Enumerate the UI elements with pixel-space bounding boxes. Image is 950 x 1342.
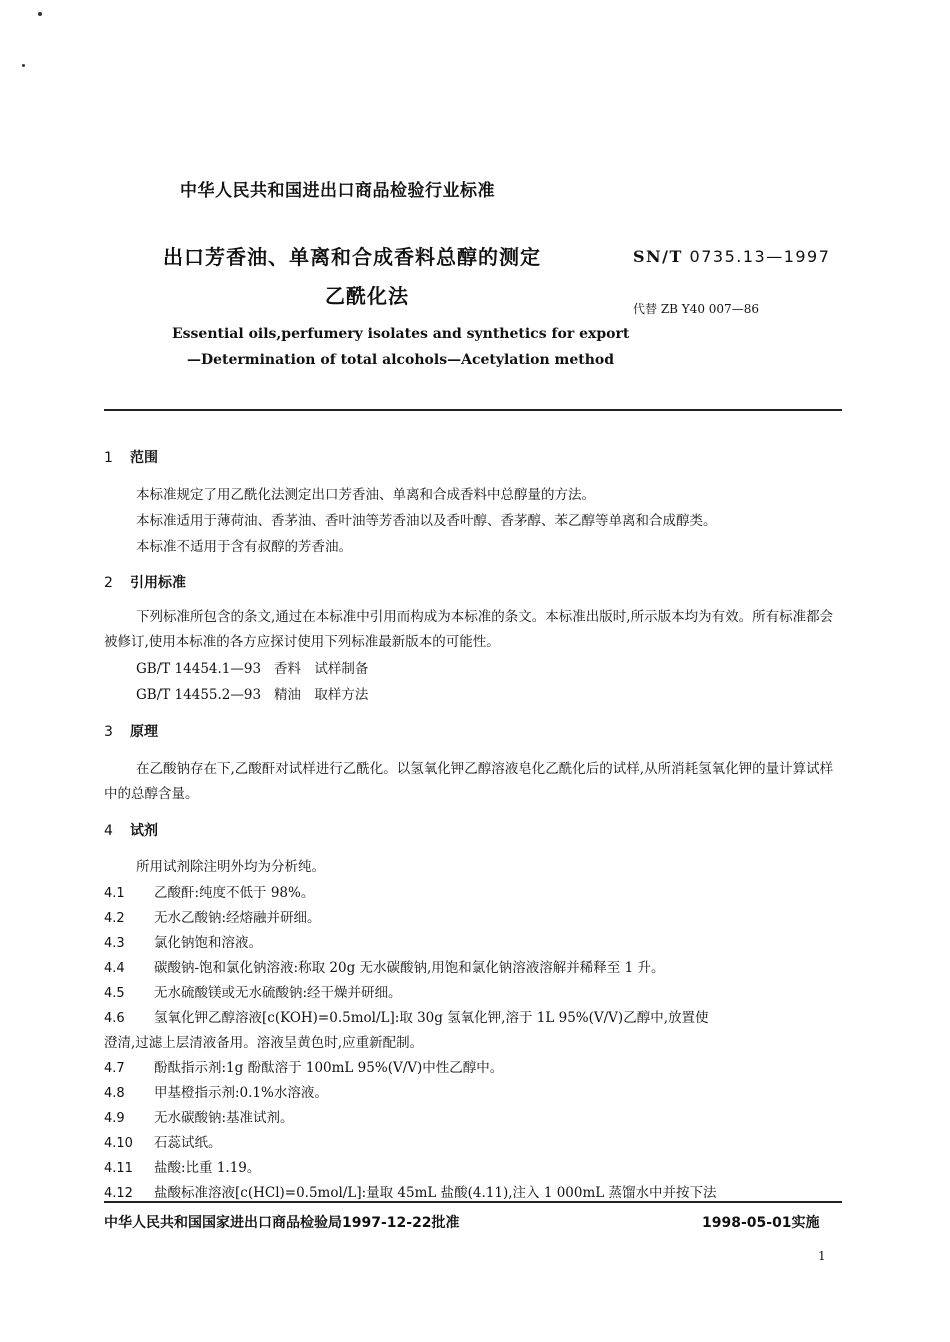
- section-number: 4: [104, 823, 113, 839]
- item-text: 酚酞指示剂:1g 酚酞溶于 100mL 95%(V/V)中性乙醇中。: [154, 1060, 504, 1076]
- paragraph: 本标准不适用于含有叔醇的芳香油。: [136, 539, 352, 555]
- replaces-note: 代替 ZB Y40 007—86: [633, 302, 759, 316]
- reagent-item: [104, 1056, 503, 1076]
- section-title: 原理: [130, 724, 158, 740]
- paragraph: 本标准适用于薄荷油、香茅油、香叶油等芳香油以及香叶醇、香茅醇、苯乙醇等单离和合成醇类。: [136, 513, 717, 529]
- item-number: 4.7: [104, 1061, 125, 1076]
- item-continuation: 澄清,过滤上层清液备用。溶液呈黄色时,应重新配制。: [104, 1035, 424, 1051]
- page-number: 1: [818, 1249, 826, 1263]
- item-number: 4.8: [104, 1086, 125, 1101]
- title-zh-line2: 乙酰化法: [325, 284, 409, 308]
- section-intro: 所用试剂除注明外均为分析纯。: [136, 859, 325, 875]
- scan-speck: [22, 64, 25, 67]
- reagent-item: [104, 981, 402, 1001]
- reference-item: [136, 683, 368, 703]
- bottom-rule: [104, 1201, 842, 1203]
- reference-code: GB/T 14455.2—93: [136, 687, 262, 703]
- item-text: 甲基橙指示剂:0.1%水溶液。: [154, 1085, 328, 1101]
- section-number: 3: [104, 724, 113, 740]
- reagent-item: [104, 1106, 294, 1126]
- item-text: 无水乙酸钠:经熔融并研细。: [154, 910, 321, 926]
- reference-title: 香料 试样制备: [273, 661, 369, 677]
- top-rule: [104, 409, 842, 411]
- item-number: 4.1: [104, 886, 125, 901]
- reference-item: [136, 657, 368, 677]
- item-text: 无水碳酸钠:基准试剂。: [154, 1110, 294, 1126]
- item-text: 盐酸标准溶液[c(HCl)=0.5mol/L]:量取 45mL 盐酸(4.11),注入 1 000mL 蒸馏水中并按下法: [154, 1185, 717, 1201]
- reagent-item: [104, 931, 262, 951]
- item-text: 氯化钠饱和溶液。: [154, 935, 262, 951]
- item-text: 石蕊试纸。: [154, 1135, 222, 1151]
- item-text: 无水硫酸镁或无水硫酸钠:经干燥并研细。: [154, 985, 402, 1001]
- title-en-line1: Essential oils,perfumery isolates and synthetics for export: [172, 326, 630, 342]
- standard-number: [633, 247, 830, 266]
- standard-prefix: SN/T: [633, 247, 683, 266]
- reagent-item: [104, 1131, 222, 1151]
- standard-code: 0735.13—1997: [689, 247, 831, 266]
- issuer-header: 中华人民共和国进出口商品检验行业标准: [180, 181, 495, 201]
- section-title: 范围: [130, 450, 158, 466]
- reagent-item: [104, 1156, 260, 1176]
- reagent-item: [104, 1181, 717, 1201]
- section-number: 1: [104, 450, 113, 466]
- title-en-line2: —Determination of total alcohols—Acetylation method: [187, 352, 615, 368]
- scan-speck: [38, 12, 42, 16]
- reagent-item: [104, 906, 321, 926]
- section-3-heading: [104, 721, 158, 741]
- section-4-heading: [104, 820, 158, 840]
- item-text: 碳酸钠-饱和氯化钠溶液:称取 20g 无水碳酸钠,用饱和氯化钠溶液溶解并稀释至 1 升。: [154, 960, 665, 976]
- item-number: 4.10: [104, 1136, 133, 1151]
- item-number: 4.3: [104, 936, 125, 951]
- item-number: 4.9: [104, 1111, 125, 1126]
- item-number: 4.4: [104, 961, 125, 976]
- item-number: 4.5: [104, 986, 125, 1001]
- reagent-item: [104, 881, 314, 901]
- section-1-heading: [104, 447, 158, 467]
- section-title: 引用标准: [130, 575, 186, 591]
- reagent-item: [104, 956, 664, 976]
- title-zh-line1: 出口芳香油、单离和合成香料总醇的测定: [163, 245, 541, 269]
- section-title: 试剂: [130, 823, 158, 839]
- section-number: 2: [104, 575, 113, 591]
- item-text: 盐酸:比重 1.19。: [154, 1160, 261, 1176]
- implementation-date: 1998-05-01实施: [702, 1215, 820, 1231]
- item-text: 氢氧化钾乙醇溶液[c(KOH)=0.5mol/L]:取 30g 氢氧化钾,溶于 1L 95%(V/V)乙醇中,放置使: [154, 1010, 709, 1026]
- section-2-heading: [104, 572, 186, 592]
- item-text: 乙酸酐:纯度不低于 98%。: [154, 885, 315, 901]
- paragraph: 在乙酸钠存在下,乙酸酐对试样进行乙酰化。以氢氧化钾乙醇溶液皂化乙酰化后的试样,从所消耗氢氧化钾的量计算试样中的总醇含量。: [104, 761, 834, 802]
- reference-title: 精油 取样方法: [273, 687, 369, 703]
- approval-line: 中华人民共和国国家进出口商品检验局1997-12-22批准: [104, 1215, 460, 1231]
- item-number: 4.6: [104, 1011, 125, 1026]
- paragraph: 本标准规定了用乙酰化法测定出口芳香油、单离和合成香料中总醇量的方法。: [136, 487, 595, 503]
- item-number: 4.11: [104, 1161, 133, 1176]
- reference-code: GB/T 14454.1—93: [136, 661, 262, 677]
- item-number: 4.12: [104, 1186, 133, 1201]
- paragraph: 下列标准所包含的条文,通过在本标准中引用而构成为本标准的条文。本标准出版时,所示版本均为有效。所有标准都会被修订,使用本标准的各方应探讨使用下列标准最新版本的可能性。: [104, 609, 834, 650]
- reagent-item: [104, 1081, 328, 1101]
- item-number: 4.2: [104, 911, 125, 926]
- reagent-item: [104, 1006, 709, 1026]
